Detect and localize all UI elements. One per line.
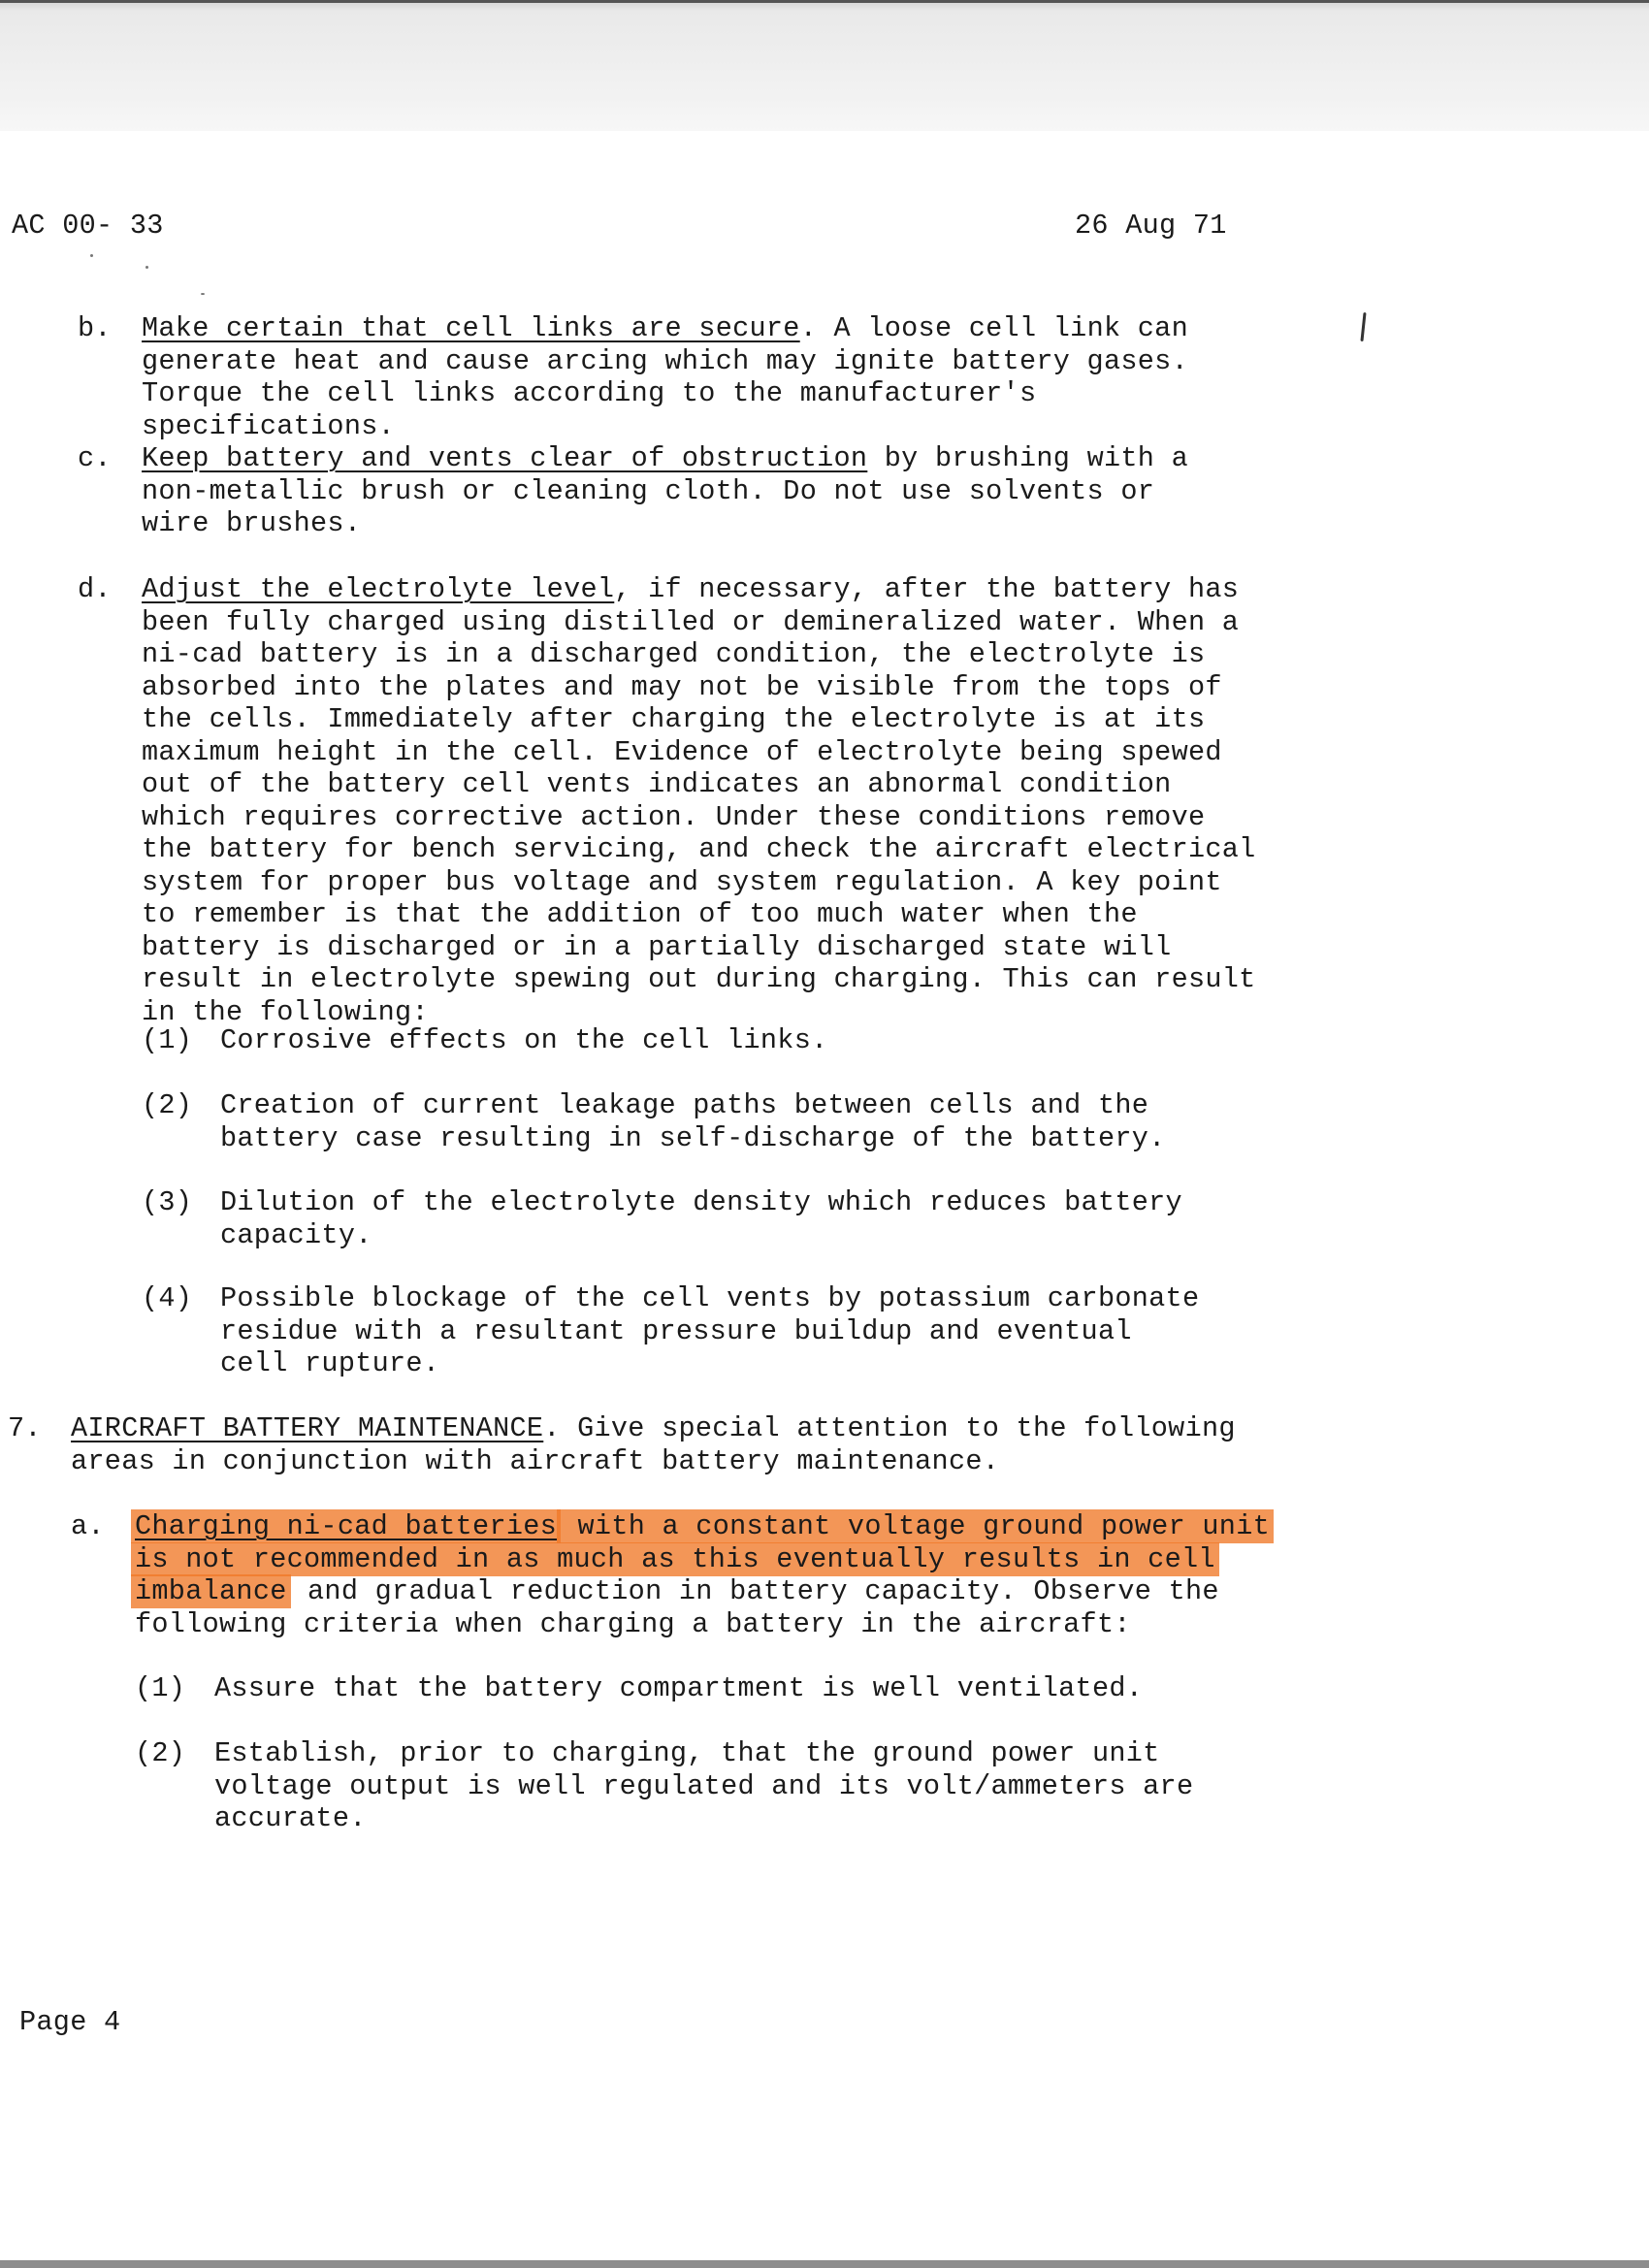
subitem-marker: (1) (135, 1672, 186, 1704)
subitem-marker: (4) (142, 1282, 193, 1314)
subitem-text: Establish, prior to charging, that the ground power unit voltage output is well regulated and its volt/ammeters are accurate. (214, 1737, 1194, 1834)
subitem-text: Assure that the battery compartment is well ventilated. (214, 1672, 1144, 1704)
section-7-body: Give special attention to the following areas in conjunction with aircraft battery maintenance. (71, 1412, 1236, 1477)
section-number: 7. (8, 1412, 42, 1444)
item-c-heading: Keep battery and vents clear of obstruction (142, 442, 868, 474)
section-7-paragraph (71, 1412, 1254, 1477)
item-b-body: A loose cell link can generate heat and cause arcing which may ignite battery gases. Torque the cell links according to the manufacturer's specifications. (142, 312, 1188, 442)
item-7a-body: and gradual reduction in battery capacity. Observe the following criteria when charging a battery in the aircraft: (135, 1575, 1219, 1640)
item-d-paragraph (142, 573, 1267, 1028)
item-b-heading: Make certain that cell links are secure (142, 312, 800, 344)
item-7a-heading-highlighted: Charging ni-cad batteries (131, 1509, 561, 1543)
document-date: 26 Aug 71 (1075, 210, 1227, 242)
subitem-text: Dilution of the electrolyte density which reduces battery capacity. (220, 1186, 1182, 1251)
item-7a-highlighted-text: with a constant voltage ground power unit is not recommended in as much as this eventually results in cell imbalance (131, 1509, 1274, 1608)
scan-bottom-edge (0, 2260, 1649, 2268)
item-marker: d. (78, 573, 112, 605)
subitem-marker: (1) (142, 1024, 193, 1056)
item-c-body: by brushing with a non-metallic brush or cleaning cloth. Do not use solvents or wire brushes. (142, 442, 1188, 539)
scan-top-band (0, 0, 1649, 131)
item-marker: b. (78, 312, 112, 344)
scan-speck (90, 254, 93, 257)
section-7-heading-punct: . (543, 1412, 561, 1444)
scan-top-edge (0, 0, 1649, 3)
scan-speck (146, 266, 148, 269)
item-c-paragraph (142, 442, 1218, 540)
item-d-body: , if necessary, after the battery has been fully charged using distilled or demineralized water. When a ni-cad battery is in a discharged condition, the electrolyte is absorbed into the plates and may not be visible from the tops of the cells. Immediately after charging the electrolyte is at its maximum height in the cell. Evidence of electrolyte being spewed out of the battery cell vents indicates an abnormal condition which requires corrective action. Under these conditions remove the battery for bench servicing, and check the aircraft electrical system for proper bus voltage and system regulation. A key point to remember is that the addition of too much water when the battery is discharged or in a partially discharged state will result in electrolyte spewing out during charging. This can result in the following: (142, 573, 1256, 1028)
page-number: Page 4 (19, 2006, 121, 2038)
subitem-marker: (3) (142, 1186, 193, 1218)
item-b-heading-punct: . (799, 312, 818, 344)
item-b-paragraph (142, 312, 1280, 442)
scan-speck (201, 293, 205, 295)
item-d-heading: Adjust the electrolyte level (142, 573, 615, 605)
document-id: AC 00- 33 (12, 210, 164, 242)
subitem-text: Corrosive effects on the cell links. (220, 1024, 828, 1056)
subitem-marker: (2) (135, 1737, 186, 1769)
margin-mark (1360, 312, 1366, 341)
item-marker: a. (71, 1510, 105, 1542)
subitem-text: Creation of current leakage paths between cells and the battery case resulting in self-discharge of the battery. (220, 1089, 1166, 1154)
subitem-marker: (2) (142, 1089, 193, 1121)
subitem-text: Possible blockage of the cell vents by potassium carbonate residue with a resultant pressure buildup and eventual cell rupture. (220, 1282, 1200, 1379)
item-7a-paragraph (135, 1510, 1279, 1640)
section-7-heading: AIRCRAFT BATTERY MAINTENANCE (71, 1412, 544, 1444)
item-marker: c. (78, 442, 112, 474)
